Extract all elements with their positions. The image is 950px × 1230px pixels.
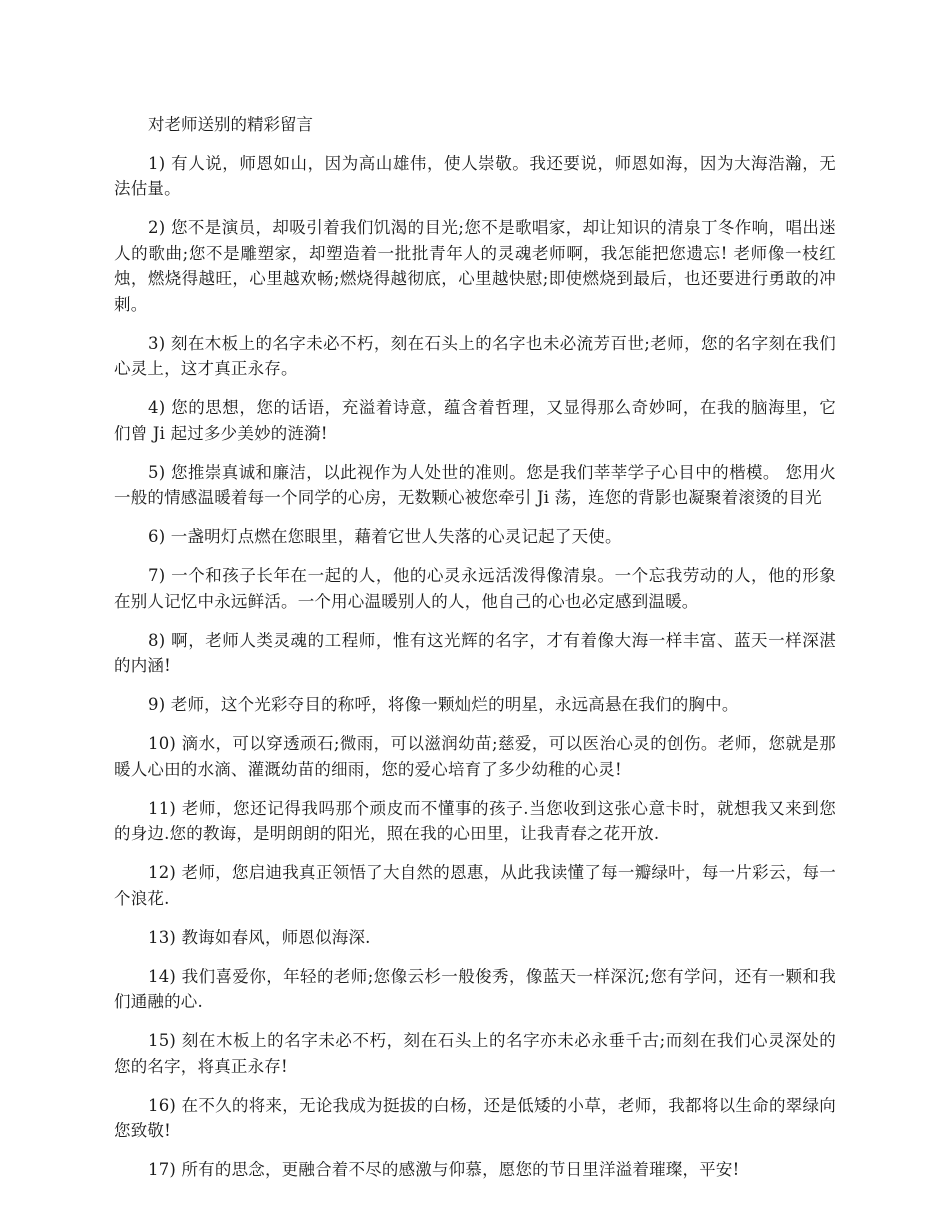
document-title: 对老师送别的精彩留言 — [148, 115, 313, 134]
message-paragraph-14: 14) 我们喜爱你，年轻的老师;您像云杉一般俊秀，像蓝天一样深沉;您有学问，还有一颗和我们通融的心. — [114, 966, 836, 1011]
message-paragraph-7: 7) 一个和孩子长年在一起的人，他的心灵永远活泼得像清泉。一个忘我劳动的人，他的形象在别人记忆中永远鲜活。一个用心温暖别人的人，他自己的心也必定感到温暖。 — [114, 566, 836, 611]
message-paragraph-9: 9) 老师，这个光彩夺目的称呼，将像一颗灿烂的明星，永远高悬在我们的胸中。 — [148, 695, 739, 714]
message-paragraph-17: 17) 所有的思念，更融合着不尽的感激与仰慕，愿您的节日里洋溢着璀璨，平安! — [148, 1160, 740, 1179]
message-paragraph-3: 3) 刻在木板上的名字未必不朽，刻在石头上的名字也未必流芳百世;老师，您的名字刻在我们心灵上，这才真正永存。 — [114, 333, 836, 378]
message-paragraph-12: 12) 老师，您启迪我真正领悟了大自然的恩惠，从此我读懂了每一瓣绿叶，每一片彩云，每一个浪花. — [114, 863, 836, 908]
message-paragraph-2: 2) 您不是演员，却吸引着我们饥渴的目光;您不是歌唱家，却让知识的清泉丁冬作响，唱出迷人的歌曲;您不是雕塑家，却塑造着一批批青年人的灵魂老师啊，我怎能把您遗忘! 老师像一枝红烛，燃烧得越旺，心里越欢畅;燃烧得越彻底，心里越快慰;即使燃烧到最后，也还要进行勇敢的冲刺。 — [114, 218, 837, 314]
message-paragraph-5: 5) 您推崇真诚和廉洁，以此视作为人处世的准则。您是我们莘莘学子心目中的楷模。 您用火一般的情感温暖着每一个同学的心房，无数颗心被您牵引 Ji 荡，连您的背影也凝聚着滚烫的目光 — [114, 462, 836, 507]
message-paragraph-4: 4) 您的思想，您的话语，充溢着诗意，蕴含着哲理，又显得那么奇妙呵，在我的脑海里，它们曾 Ji 起过多少美妙的涟漪! — [114, 398, 836, 443]
message-paragraph-1: 1) 有人说，师恩如山，因为高山雄伟，使人崇敬。我还要说，师恩如海，因为大海浩瀚，无法估量。 — [114, 153, 836, 198]
message-paragraph-16: 16) 在不久的将来，无论我成为挺拔的白杨，还是低矮的小草，老师，我都将以生命的翠绿向您致敬! — [114, 1095, 836, 1140]
message-paragraph-15: 15) 刻在木板上的名字未必不朽，刻在石头上的名字亦未必永垂千古;而刻在我们心灵深处的您的名字，将真正永存! — [114, 1031, 836, 1076]
message-paragraph-11: 11) 老师，您还记得我吗那个顽皮而不懂事的孩子.当您收到这张心意卡时，就想我又来到您的身边.您的教诲，是明朗朗的阳光，照在我的心田里，让我青春之花开放. — [114, 798, 836, 843]
document-body — [114, 112, 836, 1196]
message-paragraph-13: 13) 教诲如春风，师恩似海深. — [148, 927, 371, 947]
message-paragraph-8: 8) 啊，老师人类灵魂的工程师，惟有这光辉的名字，才有着像大海一样丰富、蓝天一样深湛的内涵! — [114, 630, 836, 675]
message-paragraph-10: 10) 滴水，可以穿透顽石;微雨，可以滋润幼苗;慈爱，可以医治心灵的创伤。老师，您就是那暖人心田的水滴、灌溉幼苗的细雨，您的爱心培育了多少幼稚的心灵! — [114, 734, 836, 779]
message-paragraph-6: 6) 一盏明灯点燃在您眼里，藉着它世人失落的心灵记起了天使。 — [148, 527, 622, 546]
